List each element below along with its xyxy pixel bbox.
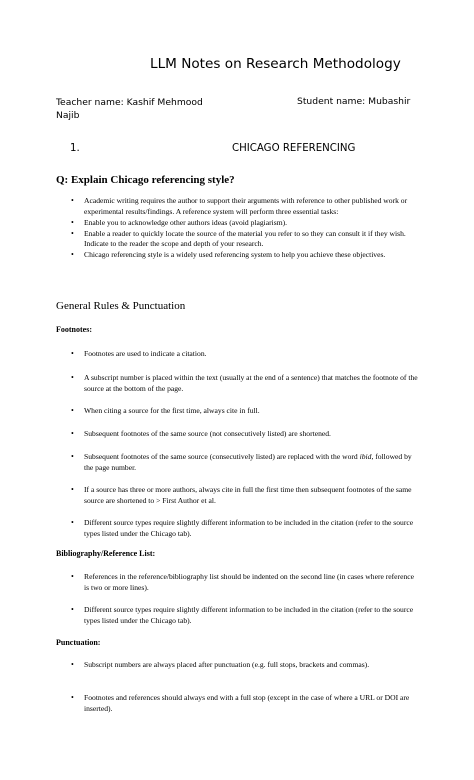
list-item: • Chicago referencing style is a widely used referencing system to help you achieve these objectives. xyxy=(56,250,416,261)
bullet-icon: • xyxy=(71,693,74,702)
list-item: A subscript number is placed within the text (usually at the end of a sentence) that matches the footnote of the source at the bottom of the page. xyxy=(84,373,418,393)
list-item: Different source types require slightly different information to be included in the citation (refer to the source types listed under the Chicago tab). xyxy=(84,605,414,625)
section-title: CHICAGO REFERENCING xyxy=(232,143,356,154)
list-item: Footnotes and references should always end with a full stop (except in the case of where a URL or DOI are inserted). xyxy=(84,693,410,713)
list-item: • Enable a reader to quickly locate the source of the material you refer to so they can consult it if they wish. Indicate to the reader the scope and depth of your research. xyxy=(56,229,416,250)
teacher-name: Teacher name: Kashif Mehmood Najib xyxy=(56,97,203,121)
list-item: Different source types require slightly different information to be included in the citation (refer to the source types listed under the Chicago tab). xyxy=(84,518,414,538)
list-item: • Enable you to acknowledge other authors ideas (avoid plagiarism). xyxy=(56,218,416,229)
bullet-icon: • xyxy=(71,660,74,669)
bibliography-heading: Bibliography/Reference List: xyxy=(56,549,156,558)
bullet-icon: • xyxy=(71,518,74,527)
list-item: Subsequent footnotes of the same source (not consecutively listed) are shortened. xyxy=(84,429,331,438)
bullet-icon: • xyxy=(71,429,74,438)
list-item xyxy=(84,451,420,473)
document-title: LLM Notes on Research Methodology xyxy=(150,56,401,72)
ibid-emphasis: ibid xyxy=(359,452,372,461)
bullet-icon: • xyxy=(71,485,74,494)
intro-bullet-list xyxy=(56,196,416,262)
general-rules-heading: General Rules & Punctuation xyxy=(56,300,186,312)
bullet-icon: • xyxy=(71,349,74,358)
list-item: Subscript numbers are always placed after punctuation (e.g. full stops, brackets and commas). xyxy=(84,660,370,669)
bullet-icon: • xyxy=(71,572,74,581)
bullet-icon: • xyxy=(71,373,74,382)
footnotes-heading: Footnotes: xyxy=(56,325,92,334)
list-item: If a source has three or more authors, always cite in full the first time then subsequent footnotes of the same source are shortened to > First Author et al. xyxy=(84,485,412,505)
student-name: Student name: Mubashir xyxy=(297,96,411,107)
question-heading: Q: Explain Chicago referencing style? xyxy=(56,174,235,186)
bullet-icon: • xyxy=(71,605,74,614)
bullet-icon: • xyxy=(71,406,74,415)
section-number: 1. xyxy=(70,143,80,154)
punctuation-heading: Punctuation: xyxy=(56,638,101,647)
list-item: When citing a source for the first time, always cite in full. xyxy=(84,406,260,415)
list-item: References in the reference/bibliography list should be indented on the second line (in cases where reference is two or more lines). xyxy=(84,572,414,592)
bullet-icon: • xyxy=(71,452,74,461)
list-item: • Academic writing requires the author to support their arguments with reference to other published work or experimental results/findings. A reference system will perform three essential tasks: xyxy=(56,196,416,217)
ibid-after-text: , followed by the page number. xyxy=(84,452,412,472)
ibid-before-text: Subsequent footnotes of the same source (consecutively listed) are replaced with the word xyxy=(84,452,360,461)
list-item: Footnotes are used to indicate a citation. xyxy=(84,349,207,358)
